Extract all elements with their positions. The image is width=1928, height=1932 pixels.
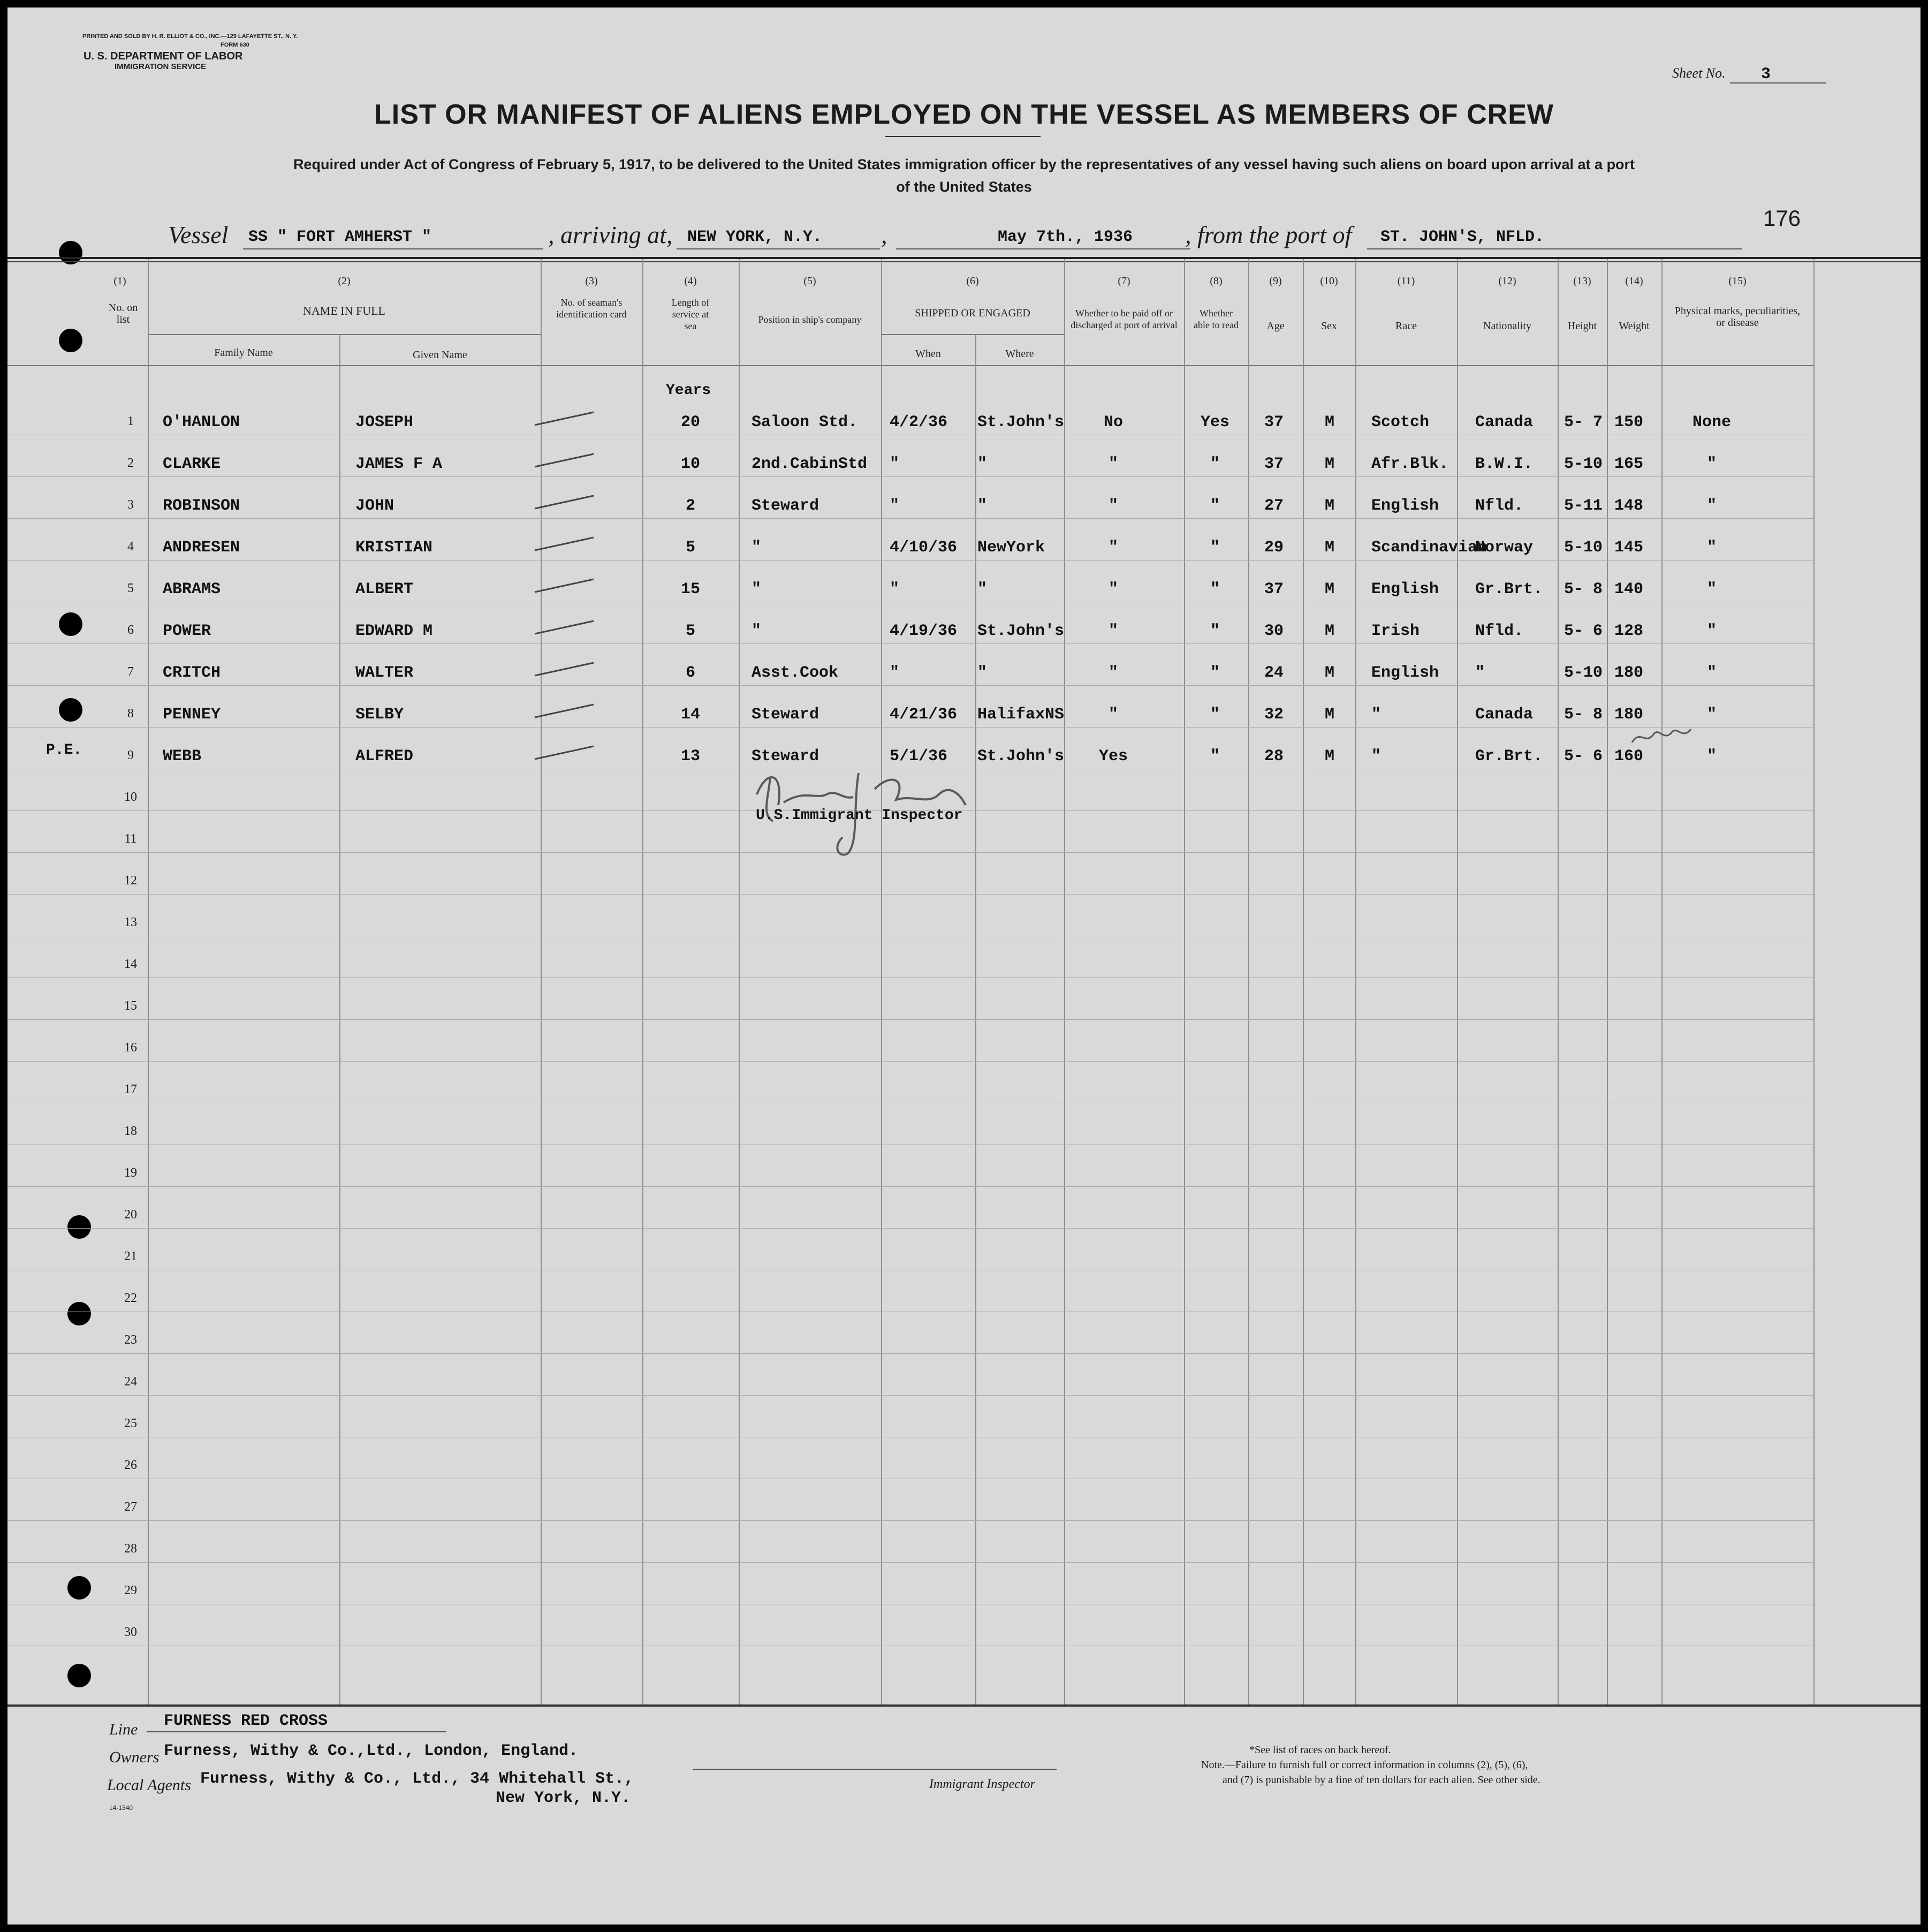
cell-nationality: Nfld. (1475, 497, 1524, 515)
form-number: FORM 630 (221, 42, 249, 48)
cell-weight: 148 (1614, 497, 1644, 515)
cell-family: ABRAMS (163, 580, 221, 598)
vessel-label: Vessel (168, 221, 229, 248)
cell-paid: " (1108, 622, 1118, 640)
cell-family: O'HANLON (163, 413, 240, 431)
row-9-prefix: P.E. (46, 742, 82, 759)
cell-weight: 128 (1614, 622, 1644, 640)
cell-service: 13 (680, 747, 700, 766)
cell-race: English (1371, 497, 1439, 515)
cell-sex: M (1324, 413, 1334, 431)
cell-height: 5-10 (1564, 455, 1603, 473)
cell-where: HalifaxNS (977, 706, 1065, 724)
column-rule (148, 259, 149, 1704)
cell-where: " (977, 455, 988, 473)
cell-family: CRITCH (163, 664, 221, 682)
cell-sex: M (1324, 497, 1334, 515)
header-col7-num: (7) (1118, 275, 1130, 287)
header-col1-num: (1) (113, 275, 126, 287)
punch-hole (67, 1215, 91, 1239)
cell-paid: Yes (1098, 747, 1128, 766)
cell-service: 5 (685, 622, 695, 640)
table-top-border (7, 257, 1921, 259)
row-number: 8 (127, 707, 134, 721)
header-length-service: Length of service at sea (671, 297, 710, 331)
immigrant-inspector-label: Immigrant Inspector (929, 1777, 1035, 1791)
header-col5-num: (5) (803, 275, 816, 287)
cell-weight: 180 (1614, 706, 1644, 724)
cell-position: " (752, 539, 762, 557)
id-card-dash (532, 658, 596, 680)
table-row-rule (7, 1562, 1813, 1563)
cell-age: 32 (1264, 706, 1284, 724)
header-family-name: Family Name (214, 347, 273, 359)
penalty-note-cont: and (7) is punishable by a fine of ten dollars for each alien. See other side. (1223, 1774, 1540, 1786)
table-top-border-inner (7, 261, 1921, 262)
arriving-label: , arriving at, (548, 221, 673, 248)
sheet-number-line (1730, 82, 1826, 84)
cell-where: " (977, 664, 988, 682)
cell-race: English (1371, 580, 1439, 598)
punch-hole (67, 1576, 91, 1600)
header-col8-num: (8) (1210, 275, 1223, 287)
arrival-date: May 7th., 1936 (998, 228, 1133, 246)
table-row-rule (7, 476, 1813, 477)
table-row-rule (7, 643, 1813, 644)
cell-given: JAMES F A (355, 455, 443, 473)
row-number: 20 (124, 1208, 137, 1222)
table-row-rule (7, 1353, 1813, 1354)
manifest-sheet (7, 7, 1921, 1925)
cell-weight: 160 (1614, 747, 1644, 766)
row-number: 24 (124, 1375, 137, 1389)
sheet-number-label: Sheet No. (1672, 65, 1726, 81)
cell-read: Yes (1200, 413, 1229, 431)
column-rule (1064, 259, 1065, 1704)
department: U. S. DEPARTMENT OF LABOR (84, 50, 243, 62)
header-weight: Weight (1619, 320, 1650, 332)
table-row-rule (7, 518, 1813, 519)
punch-hole (67, 1302, 91, 1325)
punch-hole (67, 1664, 91, 1687)
cell-age: 27 (1264, 497, 1284, 515)
cell-sex: M (1324, 664, 1334, 682)
column-rule (1607, 259, 1608, 1704)
column-rule (642, 259, 643, 1704)
header-col14-num: (14) (1625, 275, 1643, 287)
cell-service: 10 (680, 455, 700, 473)
cell-race: Scotch (1371, 413, 1430, 431)
column-rule (1813, 259, 1815, 1704)
cell-nationality: Canada (1475, 706, 1534, 724)
cell-marks: " (1706, 455, 1717, 473)
cell-where: " (977, 497, 988, 515)
row-number: 5 (127, 581, 134, 595)
subtitle-cont: of the United States (896, 179, 1032, 195)
local-agents-label: Local Agents (107, 1776, 191, 1794)
header-position: Position in ship's company (758, 314, 862, 325)
cell-age: 30 (1264, 622, 1284, 640)
row-number: 17 (124, 1082, 137, 1096)
header-height: Height (1567, 320, 1597, 332)
punch-hole (59, 698, 82, 722)
header-col9-num: (9) (1269, 275, 1282, 287)
sheet-number-value: 3 (1761, 65, 1771, 84)
row-number: 3 (127, 498, 134, 512)
cell-when: 5/1/36 (890, 747, 948, 766)
cell-service: 15 (680, 580, 700, 598)
cell-nationality: Gr.Brt. (1475, 580, 1543, 598)
row-number: 30 (124, 1625, 137, 1639)
row-number: 23 (124, 1333, 137, 1347)
header-bottom-rule (7, 365, 1813, 366)
vessel-name: SS " FORT AMHERST " (248, 228, 432, 246)
row-number: 13 (124, 915, 137, 929)
header-race: Race (1395, 320, 1417, 332)
header-col10-num: (10) (1320, 275, 1338, 287)
cell-position: " (752, 580, 762, 598)
row-number: 11 (124, 832, 137, 846)
cell-nationality: B.W.I. (1475, 455, 1534, 473)
cell-paid: " (1108, 539, 1118, 557)
table-row-rule (7, 1019, 1813, 1020)
header-age: Age (1266, 320, 1285, 332)
printer-line: PRINTED AND SOLD BY H. R. ELLIOT & CO., INC.—129 LAFAYETTE ST., N. Y. (82, 33, 298, 40)
table-row-rule (7, 1520, 1813, 1521)
cell-sex: M (1324, 455, 1334, 473)
cell-given: EDWARD M (355, 622, 433, 640)
cell-read: " (1210, 664, 1220, 682)
cell-read: " (1210, 497, 1220, 515)
table-row-rule (7, 685, 1813, 686)
cell-nationality: " (1475, 664, 1485, 682)
header-col12-num: (12) (1498, 275, 1516, 287)
title-underline (885, 136, 1041, 137)
id-card-dash (532, 575, 596, 596)
cell-race: Afr.Blk. (1371, 455, 1449, 473)
column-rule (1248, 259, 1249, 1704)
cell-where: NewYork (977, 539, 1045, 557)
cell-read: " (1210, 580, 1220, 598)
cell-family: ANDRESEN (163, 539, 240, 557)
date-underline (896, 248, 1190, 249)
cell-where: St.John's (977, 747, 1065, 766)
cell-paid: " (1108, 706, 1118, 724)
cell-when: " (890, 497, 900, 515)
cell-position: Steward (752, 706, 819, 724)
column-rule (739, 259, 740, 1704)
row-number: 21 (124, 1249, 137, 1263)
header-given-name: Given Name (413, 349, 467, 361)
cell-position: Steward (752, 747, 819, 766)
column-rule (1303, 259, 1304, 1704)
header-where: Where (1005, 348, 1034, 360)
cell-when: 4/21/36 (890, 706, 958, 724)
vessel-underline (243, 248, 543, 249)
arrival-port: NEW YORK, N.Y. (687, 228, 823, 246)
row-number: 4 (127, 540, 134, 554)
table-row-rule (7, 727, 1813, 728)
cell-sex: M (1324, 706, 1334, 724)
cell-race: Irish (1371, 622, 1420, 640)
cell-marks: " (1706, 580, 1717, 598)
cell-when: " (890, 455, 900, 473)
cell-when: 4/2/36 (890, 413, 948, 431)
line-underline (147, 1731, 446, 1732)
comma-sep: , (881, 221, 887, 248)
cell-marks: " (1706, 664, 1717, 682)
cell-marks: " (1706, 497, 1717, 515)
id-card-dash (532, 700, 596, 722)
from-port-label: , from the port of (1185, 221, 1352, 248)
cell-race: English (1371, 664, 1439, 682)
cell-where: St.John's (977, 622, 1065, 640)
cell-nationality: Canada (1475, 413, 1534, 431)
cell-family: ROBINSON (163, 497, 240, 515)
cell-paid: " (1108, 664, 1118, 682)
cell-position: 2nd.CabinStd (752, 455, 868, 473)
row-number: 6 (127, 623, 134, 637)
cell-weight: 150 (1614, 413, 1644, 431)
table-row-rule (7, 1395, 1813, 1396)
column-rule (1661, 259, 1663, 1704)
cell-family: PENNEY (163, 706, 221, 724)
cell-paid: " (1108, 497, 1118, 515)
header-shipped-engaged: SHIPPED OR ENGAGED (915, 307, 1030, 319)
cell-age: 28 (1264, 747, 1284, 766)
header-sex: Sex (1321, 320, 1337, 332)
cell-position: Saloon Std. (752, 413, 858, 431)
cell-given: JOSEPH (355, 413, 414, 431)
cell-read: " (1210, 622, 1220, 640)
header-col2-num: (2) (338, 275, 351, 287)
cell-family: WEBB (163, 747, 202, 766)
cell-sex: M (1324, 747, 1334, 766)
penalty-note: Note.—Failure to furnish full or correct information in columns (2), (5), (6), (1201, 1759, 1528, 1771)
cell-age: 37 (1264, 413, 1284, 431)
row-number: 16 (124, 1041, 137, 1055)
cell-marks: " (1706, 539, 1717, 557)
cell-height: 5- 6 (1564, 622, 1603, 640)
cell-weight: 165 (1614, 455, 1644, 473)
header-when: When (915, 348, 941, 360)
id-card-dash (532, 533, 596, 555)
departure-port: ST. JOHN'S, NFLD. (1380, 228, 1545, 246)
inspector-caption: U.S.Immigrant Inspector (756, 807, 963, 824)
cell-service: 2 (685, 497, 695, 515)
page-title: LIST OR MANIFEST OF ALIENS EMPLOYED ON THE VESSEL AS MEMBERS OF CREW (374, 99, 1554, 130)
header-no-on-list: No. on list (108, 302, 138, 325)
cell-weight: 145 (1614, 539, 1644, 557)
cell-given: ALFRED (355, 747, 414, 766)
cell-height: 5- 8 (1564, 706, 1603, 724)
cell-weight: 180 (1614, 664, 1644, 682)
cell-read: " (1210, 455, 1220, 473)
years-label: Years (666, 382, 711, 399)
row-number: 7 (127, 665, 134, 679)
owners-label: Owners (109, 1748, 160, 1766)
id-card-dash (532, 450, 596, 471)
row-number: 25 (124, 1416, 137, 1430)
row-number: 26 (124, 1458, 137, 1472)
service: IMMIGRATION SERVICE (115, 62, 207, 71)
cell-age: 37 (1264, 580, 1284, 598)
cell-age: 29 (1264, 539, 1284, 557)
id-card-dash (532, 491, 596, 513)
header-nationality: Nationality (1483, 320, 1531, 332)
punch-hole (59, 329, 82, 352)
cell-marks: " (1706, 706, 1717, 724)
column-rule (1558, 259, 1559, 1704)
cell-given: SELBY (355, 706, 404, 724)
cell-read: " (1210, 706, 1220, 724)
cell-height: 5-10 (1564, 539, 1603, 557)
header-col15-num: (15) (1728, 275, 1747, 287)
row-number: 27 (124, 1500, 137, 1514)
name-group-rule (148, 334, 541, 335)
header-col3-num: (3) (585, 275, 598, 287)
cell-race: " (1371, 747, 1382, 766)
header-col4-num: (4) (684, 275, 697, 287)
header-physical-marks: Physical marks, peculiarities, or disease (1674, 305, 1801, 329)
cell-read: " (1210, 747, 1220, 766)
row-number: 15 (124, 999, 137, 1013)
port-underline (1367, 248, 1742, 249)
cell-given: WALTER (355, 664, 414, 682)
row-number: 1 (127, 414, 134, 428)
cell-sex: M (1324, 539, 1334, 557)
header-paid-off: Whether to be paid off or discharged at port of arrival (1071, 308, 1178, 330)
row-number: 29 (124, 1584, 137, 1597)
cell-position: Asst.Cook (752, 664, 839, 682)
cell-family: CLARKE (163, 455, 221, 473)
cell-position: " (752, 622, 762, 640)
cell-paid: " (1108, 580, 1118, 598)
table-row-rule (7, 894, 1813, 895)
arrival-underline (677, 248, 880, 249)
owners-value: Furness, Withy & Co.,Ltd., London, England. (164, 1742, 579, 1760)
cell-read: " (1210, 539, 1220, 557)
cell-service: 5 (685, 539, 695, 557)
cell-age: 24 (1264, 664, 1284, 682)
column-rule (881, 259, 882, 1704)
cell-nationality: Gr.Brt. (1475, 747, 1543, 766)
header-name-in-full: NAME IN FULL (303, 304, 385, 317)
id-card-dash (532, 408, 596, 429)
table-row-rule (7, 1228, 1813, 1229)
line-label: Line (109, 1721, 138, 1738)
header-id-card: No. of seaman's identification card (556, 297, 627, 320)
cell-where: " (977, 580, 988, 598)
header-able-read: Whether able to read (1194, 308, 1239, 330)
cell-family: POWER (163, 622, 211, 640)
cell-given: JOHN (355, 497, 394, 515)
cell-height: 5- 6 (1564, 747, 1603, 766)
header-col11-num: (11) (1397, 275, 1415, 287)
header-col13-num: (13) (1573, 275, 1591, 287)
cell-race: " (1371, 706, 1382, 724)
shipped-group-rule (881, 334, 1064, 335)
weight-annotation (1629, 724, 1694, 753)
table-row-rule (7, 1186, 1813, 1187)
row-number: 10 (124, 790, 137, 804)
cell-service: 20 (680, 413, 700, 431)
row-number: 12 (124, 874, 137, 888)
cell-height: 5- 7 (1564, 413, 1603, 431)
cell-given: KRISTIAN (355, 539, 433, 557)
row-number: 18 (124, 1124, 137, 1138)
line-value: FURNESS RED CROSS (164, 1712, 328, 1730)
row-number: 28 (124, 1542, 137, 1556)
header-col6-num: (6) (966, 275, 979, 287)
punch-hole (59, 612, 82, 636)
cell-nationality: Nfld. (1475, 622, 1524, 640)
cell-marks: None (1692, 413, 1731, 431)
annotation-scribble (1629, 724, 1694, 751)
cell-height: 5-11 (1564, 497, 1603, 515)
cell-when: " (890, 580, 900, 598)
cell-height: 5- 8 (1564, 580, 1603, 598)
table-row-rule (7, 1061, 1813, 1062)
row-number: 22 (124, 1291, 137, 1305)
cell-nationality: Norway (1475, 539, 1534, 557)
page-number: 176 (1763, 206, 1801, 231)
cell-paid: " (1108, 455, 1118, 473)
row-number: 19 (124, 1166, 137, 1180)
local-agents-value: Furness, Withy & Co., Ltd., 34 Whitehall St., (200, 1770, 634, 1788)
column-rule (1184, 259, 1185, 1704)
cell-sex: M (1324, 580, 1334, 598)
cell-service: 14 (680, 706, 700, 724)
cell-sex: M (1324, 622, 1334, 640)
row-number: 9 (127, 748, 134, 762)
subtitle: Required under Act of Congress of February 5, 1917, to be delivered to the United States immigration officer by the representatives of any vessel having such aliens on board upon arrival at a port (293, 156, 1635, 172)
form-code: 14-1340 (109, 1804, 133, 1812)
cell-age: 37 (1264, 455, 1284, 473)
column-rule (1355, 259, 1356, 1704)
cell-when: " (890, 664, 900, 682)
cell-marks: " (1706, 747, 1717, 766)
id-card-dash (532, 742, 596, 763)
id-card-dash (532, 617, 596, 638)
footer-top-rule (7, 1704, 1921, 1707)
cell-marks: " (1706, 622, 1717, 640)
cell-position: Steward (752, 497, 819, 515)
cell-paid: No (1103, 413, 1123, 431)
row-number: 2 (127, 456, 134, 470)
cell-where: St.John's (977, 413, 1065, 431)
row-number: 14 (124, 957, 137, 971)
column-rule (541, 259, 542, 1704)
inspector-signature-line (693, 1769, 1057, 1770)
cell-service: 6 (685, 664, 695, 682)
cell-given: ALBERT (355, 580, 414, 598)
cell-race: Scandinavian (1371, 539, 1487, 557)
local-agents-city: New York, N.Y. (496, 1789, 631, 1807)
cell-weight: 140 (1614, 580, 1644, 598)
cell-when: 4/19/36 (890, 622, 958, 640)
cell-height: 5-10 (1564, 664, 1603, 682)
cell-when: 4/10/36 (890, 539, 958, 557)
column-rule (1457, 259, 1458, 1704)
races-note: *See list of races on back hereof. (1249, 1744, 1391, 1756)
